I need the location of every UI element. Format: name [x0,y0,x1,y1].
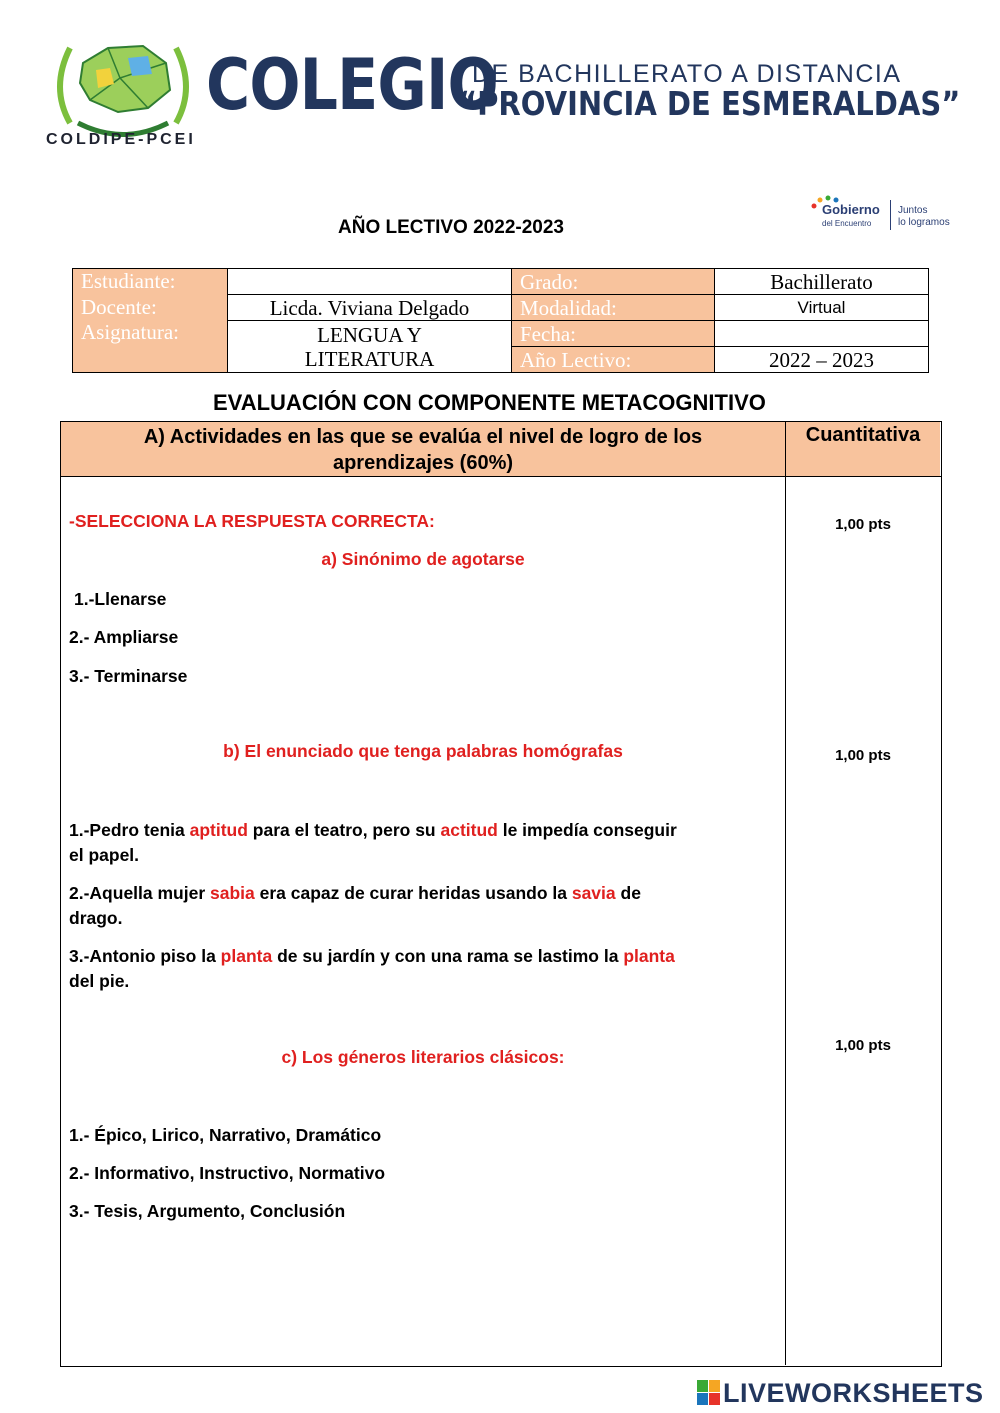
score-header: Cuantitativa [805,424,921,446]
school-name-line1: DE BACHILLERATO A DISTANCIA [472,60,902,88]
logo-caption: COLDIPE-PCEI [46,131,196,148]
liveworksheets-brand[interactable]: LIVEWORKSHEETS [723,1378,984,1408]
option-text: el papel. [69,845,140,865]
student-info-table [72,268,929,373]
teacher-value: Licda. Viviana Delgado [228,295,512,321]
mode-value: Virtual [715,295,929,321]
question-b-title: b) El enunciado que tenga palabras homógrafas [223,741,623,761]
subject-value [228,321,512,373]
year-label: Año Lectivo: [512,347,715,373]
option-text: le impedía conseguir [497,820,677,840]
option-text: de su jardín y con una rama se lastimo la [272,946,624,966]
mode-label: Modalidad: [512,295,715,321]
highlight-word: planta [623,946,675,966]
question-c-title: c) Los géneros literarios clásicos: [281,1047,565,1067]
question-a-title: a) Sinónimo de agotarse [321,549,525,569]
question-a-option-1[interactable]: 1.-Llenarse [74,589,167,609]
government-tagline-1: Juntos [898,205,928,216]
school-year-heading: AÑO LECTIVO 2022-2023 [338,217,564,238]
school-name-word: COLEGIO [206,44,498,126]
option-text: de [615,883,641,903]
option-text: era capaz de curar heridas usando la [254,883,572,903]
left-labels [73,269,228,373]
question-b-option-2[interactable] [69,881,779,931]
evaluation-title: EVALUACIÓN CON COMPONENTE METACOGNITIVO [213,390,766,415]
column-divider [785,421,786,1365]
highlight-word: aptitud [189,820,248,840]
question-b-points: 1,00 pts [835,747,891,764]
student-value[interactable] [228,269,512,295]
option-text: 3.-Antonio piso la [69,946,221,966]
highlight-word: sabia [210,883,255,903]
grade-value: Bachillerato [715,269,929,295]
government-subtitle: del Encuentro [822,219,872,228]
government-name: Gobierno [822,202,880,217]
date-label: Fecha: [512,321,715,347]
section-header-line2: aprendizajes (60%) [332,452,514,474]
option-text: drago. [69,908,123,928]
highlight-word: planta [220,946,273,966]
grade-label: Grado: [512,269,715,295]
subject-value-line2: LITERATURA [304,346,435,371]
question-b-option-3[interactable] [69,944,779,994]
liveworksheets-logo-icon [697,1380,721,1406]
government-divider [890,200,891,230]
question-a-option-3[interactable]: 3.- Terminarse [69,666,188,686]
section-header [61,424,785,476]
subject-label: Asignatura: [81,320,179,344]
student-label: Estudiante: [81,269,176,293]
date-value[interactable] [715,321,929,347]
teacher-label: Docente: [81,294,157,319]
section-header-line1: A) Actividades en las que se evalúa el nivel de logro de los [143,426,703,448]
question-a-option-2[interactable]: 2.- Ampliarse [69,627,179,647]
question-c-option-2[interactable]: 2.- Informativo, Instructivo, Normativo [69,1163,386,1183]
option-text: para el teatro, pero su [247,820,441,840]
government-tagline-2: lo logramos [898,217,950,228]
header-divider [60,476,941,477]
question-b-option-1[interactable] [69,818,779,868]
question-c-option-1[interactable]: 1.- Épico, Lirico, Narrativo, Dramático [69,1125,382,1145]
subject-value-line1: LENGUA Y [317,322,422,347]
instruction: -SELECCIONA LA RESPUESTA CORRECTA: [69,511,435,531]
highlight-word: actitud [440,820,498,840]
year-value: 2022 – 2023 [715,347,929,373]
question-c-option-3[interactable]: 3.- Tesis, Argumento, Conclusión [69,1201,346,1221]
option-text: del pie. [69,971,130,991]
question-c-points: 1,00 pts [835,1037,891,1054]
school-name-line2: “PROVINCIA DE ESMERALDAS” [458,84,961,123]
option-text: 1.-Pedro tenia [69,820,190,840]
question-a-points: 1,00 pts [835,516,891,533]
highlight-word: savia [571,883,616,903]
option-text: 2.-Aquella mujer [69,883,211,903]
